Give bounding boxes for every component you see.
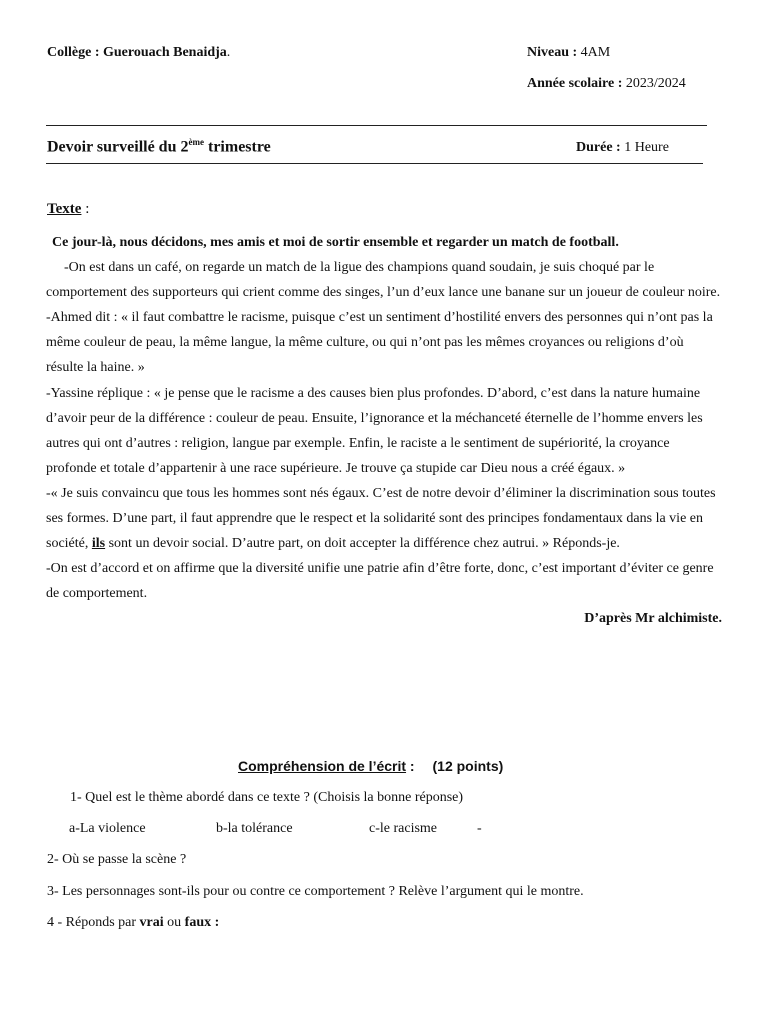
duree-value: 1 Heure xyxy=(624,140,669,155)
text-source: D’après Mr alchimiste. xyxy=(584,611,722,627)
text-paragraph-1: -On est dans un café, on regarde un match de la ligue des champions quand soudain, je suis choqué par le comportement des supporteurs qui crient comme des singes, l’un d’eux lance une banane sur un joueur de couleur noire. xyxy=(46,260,721,301)
q1-option-b: b-la tolérance xyxy=(216,821,293,836)
text-paragraph-4 xyxy=(46,481,722,556)
college-line xyxy=(47,45,230,61)
comprehension-heading xyxy=(238,758,503,774)
text-intro: Ce jour-là, nous décidons, mes amis et moi de sortir ensemble et regarder un match de football. xyxy=(52,235,619,250)
text-paragraph-4-b: sont un devoir social. D’autre part, on doit accepter la différence chez autrui. » Réponds-je. xyxy=(105,536,620,552)
text-body xyxy=(46,230,722,632)
question-4-prefix: 4 - Réponds par xyxy=(47,915,140,930)
niveau-value: 4AM xyxy=(580,45,611,60)
question-1: 1- Quel est le thème abordé dans ce texte ? (Choisis la bonne réponse) xyxy=(70,790,464,805)
text-paragraph-4-a: -« Je suis convaincu que tous les hommes sont nés égaux. C’est de notre devoir d’éliminer la discrimination sous toutes ses formes. D’une part, il faut apprendre que le respect et la solidarité sont des principes fondamentaux dans la vie en société, xyxy=(46,485,716,552)
niveau-label: Niveau : xyxy=(527,45,578,60)
title-divider xyxy=(46,163,703,164)
annee-label: Année scolaire : xyxy=(527,76,623,91)
q1-option-dash: - xyxy=(477,821,482,836)
texte-heading xyxy=(47,201,89,218)
duree-label: Durée : xyxy=(576,140,621,155)
exam-title xyxy=(47,137,271,156)
comprehension-points: (12 points) xyxy=(432,758,504,774)
college-name: Collège : Guerouach Benaidja xyxy=(47,45,227,60)
comprehension-heading-label: Compréhension de l’écrit xyxy=(238,758,407,774)
exam-title-sup: ème xyxy=(188,137,204,147)
annee-value: 2023/2024 xyxy=(625,76,686,91)
q1-option-a: a-La violence xyxy=(69,821,146,836)
texte-heading-colon: : xyxy=(81,201,90,217)
question-4 xyxy=(47,915,219,931)
texte-heading-label: Texte xyxy=(47,201,82,217)
niveau-line xyxy=(527,45,610,61)
top-divider xyxy=(46,125,707,126)
text-paragraph-2: -Ahmed dit : « il faut combattre le racisme, puisque c’est un sentiment d’hostilité envers des personnes qui n’ont pas la même couleur de peau, la même langue, la même culture, ou qui n’ont pas les mêmes croyances ou religions d’où résulte la haine. » xyxy=(46,310,713,376)
college-dot: . xyxy=(226,45,231,60)
exam-title-rest: trimestre xyxy=(203,138,271,156)
q1-option-c: c-le racisme xyxy=(369,821,438,836)
text-paragraph-3: -Yassine réplique : « je pense que le racisme a des causes bien plus profondes. D’abord, c’est dans la nature humaine d’avoir peur de la différence : couleur de peau. Ensuite, l’ignorance et la méchanceté éternelle de l’homme envers les autres qui ont d’autres : religion, langue par exemple. Enfin, le raciste a le sentiment de supériorité, la croyance profonde et totale d’appartenir à une race supérieure. Je trouve ça stupide car Dieu nous a créé égaux. » xyxy=(46,385,703,476)
underlined-word-ils: ils xyxy=(91,536,106,552)
question-2: 2- Où se passe la scène ? xyxy=(47,852,187,867)
question-4-vrai: vrai xyxy=(139,915,164,930)
question-3: 3- Les personnages sont-ils pour ou contre ce comportement ? Relève l’argument qui le montre. xyxy=(47,884,584,899)
text-paragraph-5: -On est d’accord et on affirme que la diversité unifie une patrie afin d’être forte, donc, c’est important d’éviter ce genre de comportement. xyxy=(46,561,714,602)
duree-line xyxy=(576,140,669,156)
question-4-ou: ou xyxy=(163,915,185,930)
exam-title-main: Devoir surveillé du 2 xyxy=(47,138,189,156)
comprehension-heading-colon: : xyxy=(406,758,415,774)
question-4-faux: faux : xyxy=(184,915,220,930)
annee-line xyxy=(527,76,686,92)
